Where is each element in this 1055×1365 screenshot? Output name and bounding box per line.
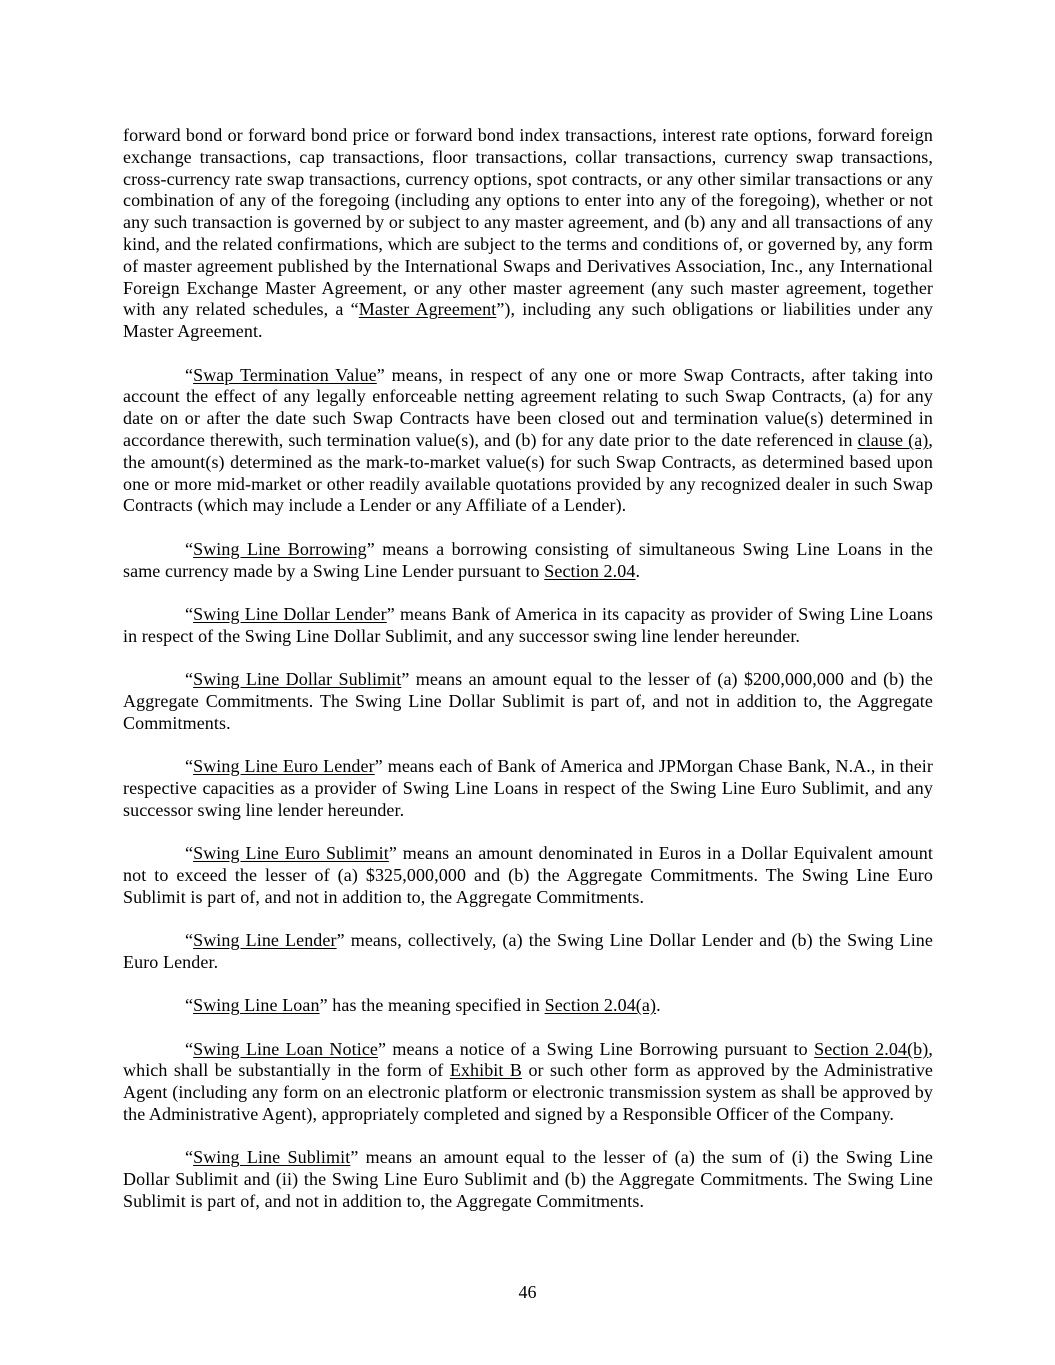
text-run: or such other form as approved by the Administrative Agent (including any form on an electronic platform or electronic transmission system as shall be approved by the Administrative Agent), appropriately completed and signed by a Responsible Officer of the Company.: [123, 1060, 934, 1125]
paragraph: [123, 1039, 933, 1126]
paragraph: [123, 669, 933, 734]
defined-term: Section 2.04(a): [544, 995, 657, 1016]
document-body: [123, 125, 933, 1234]
defined-term: Swing Line Dollar Sublimit: [193, 669, 402, 690]
paragraph: [123, 1147, 933, 1212]
paragraph: [123, 604, 933, 648]
text-run: .: [635, 560, 641, 581]
text-run: “: [185, 603, 194, 624]
text-run: ” means an amount denominated in Euros in a Dollar Equivalent amount not to exceed the lesser of (a) $325,000,000 and (b) the Aggregate Commitments. The Swing Line Euro Sublimit is part of, and not in addition to, the Aggregate Commitments.: [123, 843, 933, 907]
paragraph: [123, 125, 933, 343]
defined-term: Section 2.04(b): [814, 1038, 929, 1059]
defined-term: Swing Line Euro Sublimit: [193, 843, 389, 864]
text-run: “: [185, 364, 194, 385]
text-run: “: [185, 995, 194, 1016]
text-run: “: [185, 843, 194, 864]
paragraph: [123, 539, 933, 583]
text-run: “: [185, 930, 194, 951]
text-run: “: [185, 756, 194, 777]
paragraph: [123, 365, 933, 518]
defined-term: Swing Line Loan: [193, 995, 320, 1016]
paragraph: [123, 756, 933, 821]
text-run: ” means a borrowing consisting of simultaneous Swing Line Loans in the same currency made by a Swing Line Lender pursuant to: [123, 538, 933, 581]
defined-term: Swing Line Sublimit: [193, 1147, 351, 1168]
text-run: “: [185, 1038, 194, 1059]
defined-term: Swap Termination Value: [193, 364, 377, 385]
text-run: ” means, in respect of any one or more Swap Contracts, after taking into account the effect of any legally enforceable netting agreement relating to such Swap Contracts, (a) for any date on or after the date such Swap Contracts have been closed out and termination value(s) determined in accordance therewith, such termination value(s), and (b) for any date prior to the date referenced in: [123, 364, 933, 450]
text-run: ” means an amount equal to the lesser of (a) $200,000,000 and (b) the Aggregate Commitments. The Swing Line Dollar Sublimit is part of, and not in addition to, the Aggregate Commitments.: [123, 669, 933, 733]
text-run: .: [656, 995, 661, 1016]
defined-term: Swing Line Dollar Lender: [193, 603, 387, 624]
defined-term: Swing Line Loan Notice: [193, 1038, 378, 1059]
text-run: forward bond or forward bond price or forward bond index transactions, interest rate options, forward foreign exchange transactions, cap transactions, floor transactions, collar transactions, currency swap transactions, cross-currency rate swap transactions, currency options, spot contracts, or any other similar transactions or any combination of any of the foregoing (including any options to enter into any of the foregoing), whether or not any such transaction is governed by or subject to any master agreement, and (b) any and all transactions of any kind, and the related confirmations, which are subject to the terms and conditions of, or governed by, any form of master agreement published by the International Swaps and Derivatives Association, Inc., any International Foreign Exchange Master Agreement, or any other master agreement (any such master agreement, together with any related schedules, a “: [123, 125, 933, 320]
page-number: 46: [518, 1282, 537, 1302]
paragraph: [123, 995, 933, 1017]
text-run: ” means a notice of a Swing Line Borrowing pursuant to: [378, 1038, 815, 1059]
text-run: “: [185, 669, 194, 690]
defined-term: Section 2.04: [544, 560, 636, 581]
paragraph: [123, 930, 933, 974]
defined-term: Exhibit B: [449, 1060, 523, 1081]
defined-term: Master Agreement: [358, 299, 497, 320]
text-run: ” means each of Bank of America and JPMorgan Chase Bank, N.A., in their respective capacities as a provider of Swing Line Loans in respect of the Swing Line Euro Sublimit, and any successor swing line lender hereunder.: [123, 756, 934, 820]
text-run: , the amount(s) determined as the mark-to-market value(s) for such Swap Contracts, as determined based upon one or more mid-market or other readily available quotations provided by any recognized dealer in such Swap Contracts (which may include a Lender or any Affiliate of a Lender).: [123, 429, 933, 516]
text-run: ” means Bank of America in its capacity as provider of Swing Line Loans in respect of the Swing Line Dollar Sublimit, and any successor swing line lender hereunder.: [123, 603, 933, 646]
defined-term: Swing Line Lender: [193, 930, 337, 951]
text-run: ” has the meaning specified in: [319, 995, 545, 1016]
defined-term: clause (a): [857, 429, 929, 450]
defined-term: Swing Line Borrowing: [193, 538, 367, 559]
text-run: “: [185, 538, 194, 559]
defined-term: Swing Line Euro Lender: [193, 756, 375, 777]
text-run: ” means an amount equal to the lesser of (a) the sum of (i) the Swing Line Dollar Sublimit and (ii) the Swing Line Euro Sublimit and (b) the Aggregate Commitments. The Swing Line Sublimit is part of, and not in addition to, the Aggregate Commitments.: [123, 1147, 933, 1212]
text-run: ”), including any such obligations or liabilities under any Master Agreement.: [123, 299, 933, 342]
text-run: ” means, collectively, (a) the Swing Line Dollar Lender and (b) the Swing Line Euro Lender.: [123, 930, 933, 972]
paragraph: [123, 843, 933, 908]
text-run: , which shall be substantially in the form of: [123, 1038, 933, 1081]
text-run: “: [185, 1147, 194, 1168]
